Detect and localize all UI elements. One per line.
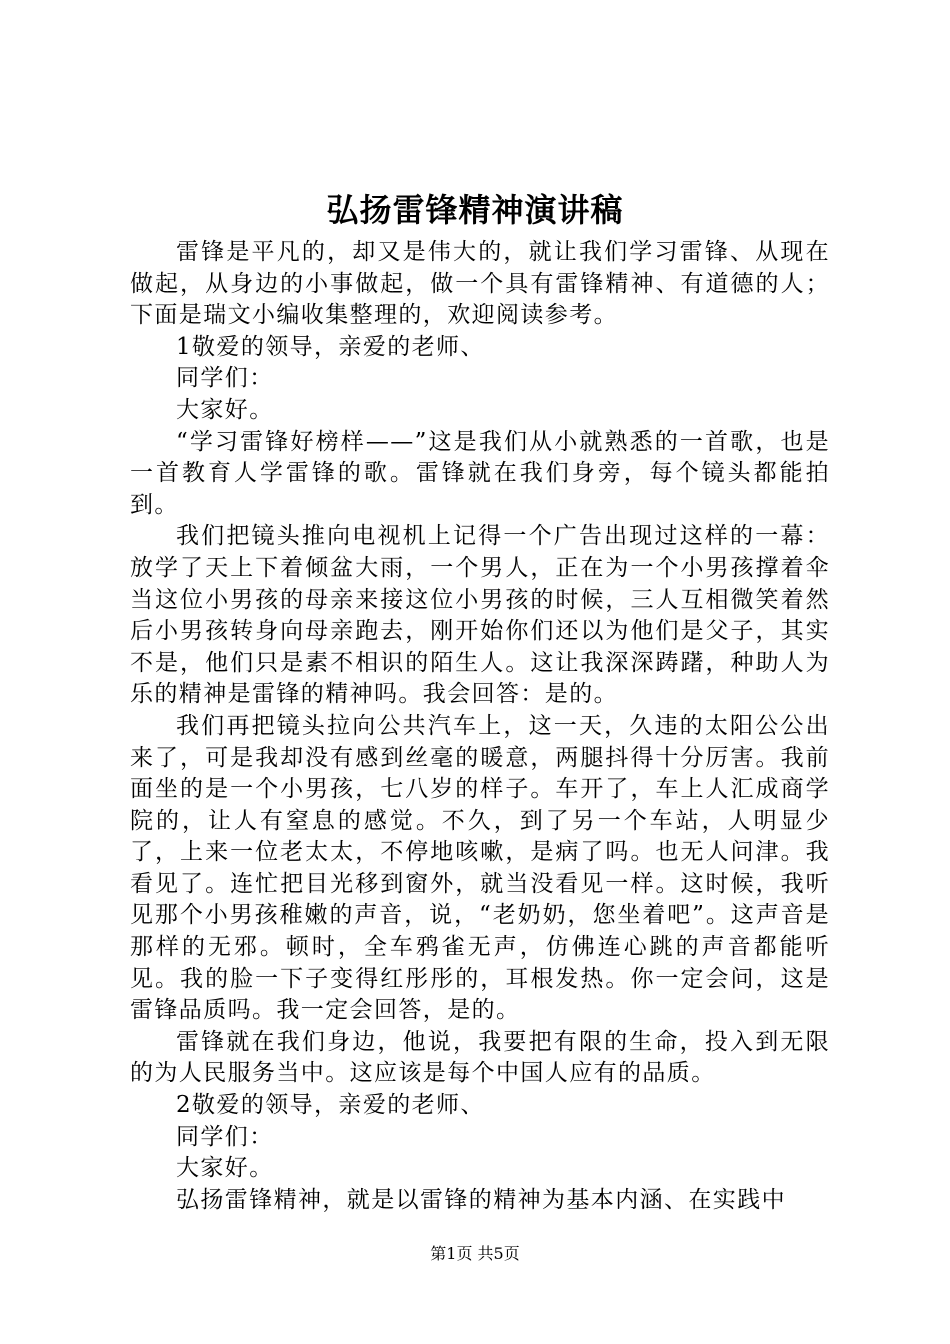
paragraph: 2敬爱的领导，亲爱的老师、 [176, 1092, 485, 1119]
paragraph: 同学们： [176, 365, 274, 392]
document-body [130, 237, 830, 1216]
paragraph: 同学们： [176, 1123, 274, 1150]
paragraph: 1敬爱的领导，亲爱的老师、 [176, 333, 485, 360]
page-number-footer: 第1页 共5页 [430, 1244, 520, 1263]
paragraph: 我们再把镜头拉向公共汽车上，这一天，久违的太阳公公出来了，可是我却没有感到丝毫的暖意，两腿抖得十分厉害。我前面坐的是一个小男孩，七八岁的样子。车开了，车上人汇成商学院的，让人有窒息的感觉。不久，到了另一个车站，人明显少了，上来一位老太太，不停地咳嗽，是病了吗。也无人问津。我看见了。连忙把目光移到窗外，就当没看见一样。这时候，我听见那个小男孩稚嫩的声音，说，“老奶奶，您坐着吧”。这声音是那样的无邪。顿时，全车鸦雀无声，仿佛连心跳的声音都能听见。我的脸一下子变得红彤彤的，耳根发热。你一定会问，这是雷锋品质吗。我一定会回答，是的。 [130, 712, 830, 1024]
paragraph: 雷锋是平凡的，却又是伟大的，就让我们学习雷锋、从现在做起，从身边的小事做起，做一个具有雷锋精神、有道德的人；下面是瑞文小编收集整理的，欢迎阅读参考。 [130, 239, 830, 329]
paragraph: 大家好。 [176, 1155, 274, 1182]
paragraph: “学习雷锋好榜样——”这是我们从小就熟悉的一首歌，也是一首教育人学雷锋的歌。雷锋就在我们身旁，每个镜头都能拍到。 [130, 428, 830, 518]
document-title: 弘扬雷锋精神演讲稿 [326, 191, 624, 229]
paragraph: 雷锋就在我们身边，他说，我要把有限的生命，投入到无限的为人民服务当中。这应该是每个中国人应有的品质。 [130, 1028, 830, 1087]
paragraph: 大家好。 [176, 396, 274, 423]
paragraph: 我们把镜头推向电视机上记得一个广告出现过这样的一幕：放学了天上下着倾盆大雨，一个男人，正在为一个小男孩撑着伞当这位小男孩的母亲来接这位小男孩的时候，三人互相微笑着然后小男孩转身向母亲跑去，刚开始你们还以为他们是父子，其实不是，他们只是素不相识的陌生人。这让我深深踌躇，种助人为乐的精神是雷锋的精神吗。我会回答：是的。 [130, 523, 830, 708]
paragraph: 弘扬雷锋精神，就是以雷锋的精神为基本内涵、在实践中 [176, 1186, 786, 1213]
